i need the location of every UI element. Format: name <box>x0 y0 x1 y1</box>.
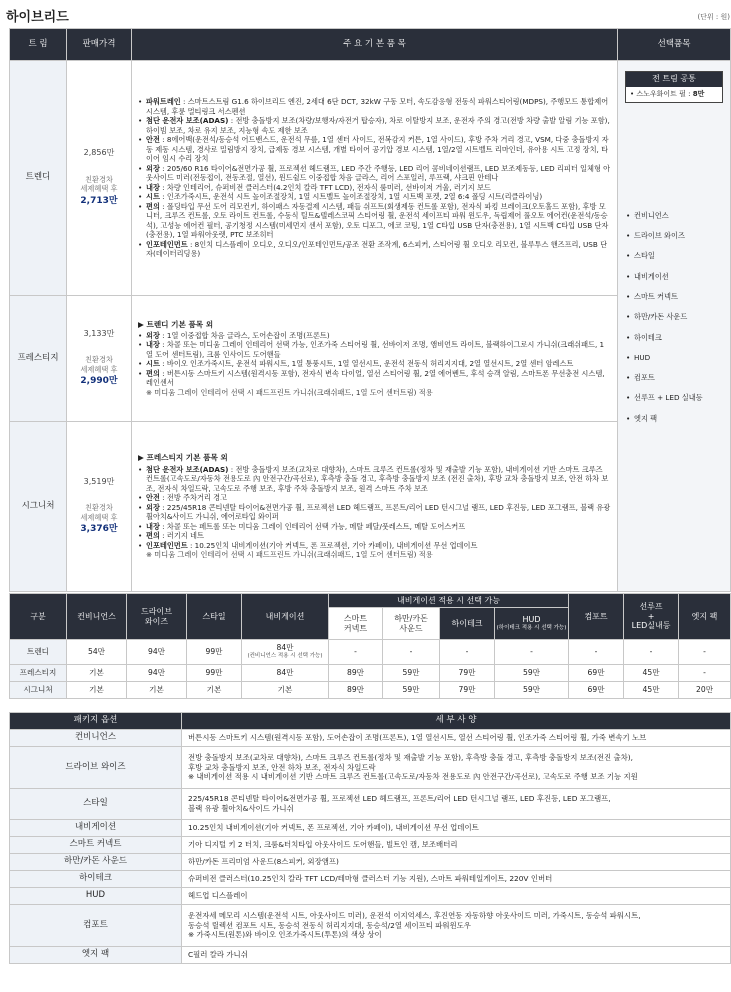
package-name: 하이테크 <box>10 871 182 888</box>
feature-item: • 인포테인먼트 : 8인치 디스플레이 오디오, 오디오/인포테인먼트/공조 전환 조작계, 6스피커, 스티어링 휠 오디오 리모컨, 블루투스 핸즈프리, USB 단자(데이터리딩용) <box>138 240 611 259</box>
package-row <box>10 854 731 871</box>
package-detail: 운전자세 메모리 시스템(운전석 시트, 아웃사이드 미러), 운전석 이지억세스, 후진연동 자동하향 아웃사이드 미러, 가죽시트, 동승석 파워시트, 동승석 릴렉션 컴포트 시트, 동승석 전동식 허리지지대, 동승석/2열 세이프티 파워윈도우 ※ 가죽시트(원톤)와 바이오 인조가죽시트(투톤)의 색상 상이 <box>182 905 731 947</box>
trim-name: 프레스티지 <box>10 296 67 422</box>
base-price: 3,133만 <box>83 328 115 338</box>
package-detail: 하만/카돈 프리미엄 사운드(8스피커, 외장앰프) <box>182 854 731 871</box>
base-price: 2,856만 <box>83 148 115 158</box>
trim-price <box>67 422 132 592</box>
feature-item: • 편의 : 버튼시동 스마트키 시스템(원격시동 포함), 전자식 변속 다이얼, 열선 스티어링 휠, 2열 에어벤트, 후석 승객 알림, 스마트폰 무선충전 시스템, 레인센서 <box>138 369 611 388</box>
package-name: HUD <box>10 888 182 905</box>
feature-item: • 내장 : 차량 인테리어, 슈퍼비전 클러스터(4.2인치 칼라 TFT LCD), 전자식 룸미러, 선바이저 거울, 러기지 보드 <box>138 183 611 193</box>
option-item: • 내비게이션 <box>626 272 730 292</box>
option-item: • 컨비니언스 <box>626 211 730 231</box>
package-detail-table <box>9 712 731 964</box>
trim-name: 트렌디 <box>10 61 67 296</box>
common-option-value: • 스노우화이트 펄 : 8만 <box>630 89 705 98</box>
row-label: 트렌디 <box>10 640 67 665</box>
price-cell: 99만 <box>187 665 242 682</box>
price-cell: 69만 <box>569 665 624 682</box>
option-item: • 스마트 커넥트 <box>626 292 730 312</box>
price-row <box>10 640 731 665</box>
price-row <box>10 682 731 699</box>
price-cell: 79만 <box>440 665 495 682</box>
feature-item: • 내장 : 차콜 또는 페트롤 또는 미디움 그레이 인테리어 선택 가능, 메탈 페달/풋레스트, 메탈 도어스커프 <box>138 522 611 532</box>
trim-name: 시그니처 <box>10 422 67 592</box>
package-detail: C필러 칼라 가니쉬 <box>182 947 731 964</box>
option-price-table <box>9 593 731 699</box>
price-cell: - <box>679 665 731 682</box>
price-cell: 89만 <box>329 665 383 682</box>
package-detail: 헤드업 디스플레이 <box>182 888 731 905</box>
feature-note: ※ 미디움 그레이 인테리어 선택 시 패드프린트 가니쉬(크래쉬패드, 1열 도어 센터트림) 적용 <box>146 550 433 559</box>
discounted-price: 3,376만 <box>80 524 118 535</box>
header-col: 내비게이션 <box>242 594 329 640</box>
package-name: 드라이브 와이즈 <box>10 747 182 789</box>
feature-item: • 안전 : 8에어백(운전석/동승석 어드밴스드, 운전석 무릎, 1열 센터 사이드, 전복감지 커튼, 1열 사이드), 후방 주차 거리 경고, VSM, 다중 충돌방지 자동 제동 시스템, 경사로 밀림방지 장치, 급제동 경보 시스템, 개별 타이어 공기압 경보 시스템, 1열/2열 시트벨트 리마인더, 유아용 시트 고정 장치, 타이어 임시 수리 장치 <box>138 135 611 164</box>
header-col: 스타일 <box>187 594 242 640</box>
discount-label: 친환경차 <box>85 174 113 184</box>
feature-item: • 시트 : 바이오 인조가죽시트, 운전석 파워시트, 1열 통풍시트, 1열 열선시트, 운전석 전동식 허리지지대, 2열 열선시트, 2열 센터 암레스트 <box>138 359 611 369</box>
discount-label: 세제혜택 후 <box>80 512 118 522</box>
package-name: 컴포트 <box>10 905 182 947</box>
base-price: 3,519만 <box>83 476 115 486</box>
header-features: 주 요 기 본 품 목 <box>132 29 618 61</box>
price-cell: 기본 <box>67 665 127 682</box>
header-detail: 세 부 사 양 <box>182 713 731 730</box>
feature-item: • 첨단 운전자 보조(ADAS) : 전방 충돌방지 보조(차량/보행자/자전거 탑승자), 차로 이탈방지 보조, 운전자 주의 경고(전방 차량 출발 알림 기능 포함), 하이빔 보조, 차로 유지 보조, 지능형 속도 제한 보조 <box>138 116 611 135</box>
package-row <box>10 947 731 964</box>
common-option-title: 전 트림 공통 <box>626 72 722 87</box>
package-name: 스마트 커넥트 <box>10 837 182 854</box>
discount-label: 친환경차 <box>85 503 113 513</box>
price-cell: 94만 <box>127 640 187 665</box>
feature-item: • 첨단 운전자 보조(ADAS) : 전방 충돌방지 보조(교차로 대향차), 스마트 크루즈 컨트롤(정차 및 재출발 기능 포함), 내비게이션 기반 스마트 크루즈 컨트롤(고속도로/자동차 전용도로 內 안전구간/곡선로), 후측방 충돌 경고, 후측방 충돌방지 보조 (전진 출차), 후방 교차 충돌방지 보조, 안전 하차 보조, 전자식 차일드락, 고속도로 주행 보조, 후방 주차 충돌방지 보조, 원격 스마트 주차 보조 <box>138 465 611 494</box>
header-col: 엣지 팩 <box>679 594 731 640</box>
price-cell: 59만 <box>383 682 440 699</box>
feature-item: • 인포테인먼트 : 10.25인치 내비게이션(기아 커넥트, 폰 프로젝션, 기아 카페이), 내비게이션 무선 업데이트 <box>138 541 611 551</box>
package-name: 컨비니언스 <box>10 730 182 747</box>
feature-item: • 외장 : 1열 이중접합 차음 글라스, 도어손잡이 조명(프론트) <box>138 331 611 341</box>
price-cell: 54만 <box>67 640 127 665</box>
header-nav-group: 내비게이션 적용 시 선택 가능 <box>329 594 569 608</box>
price-cell: 기본 <box>67 682 127 699</box>
price-cell: 기본 <box>187 682 242 699</box>
header-col: 하만/카돈 사운드 <box>383 608 440 640</box>
header-col: 컴포트 <box>569 594 624 640</box>
price-cell: - <box>569 640 624 665</box>
price-cell: - <box>624 640 679 665</box>
discount-label: 친환경차 <box>85 355 113 365</box>
price-cell: 89만 <box>329 682 383 699</box>
row-label: 프레스티지 <box>10 665 67 682</box>
row-label: 시그니처 <box>10 682 67 699</box>
package-name: 스타일 <box>10 789 182 820</box>
package-row <box>10 820 731 837</box>
price-row <box>10 665 731 682</box>
feature-list <box>132 422 618 592</box>
header-col: 컨비니언스 <box>67 594 127 640</box>
option-item: • 하만/카돈 사운드 <box>626 312 730 332</box>
trim-price <box>67 296 132 422</box>
package-detail: 기아 디지털 키 2 터치, 크룸&터치타입 아웃사이드 도어핸들, 빌트인 캠, 보조배터리 <box>182 837 731 854</box>
package-row <box>10 888 731 905</box>
feature-note: ※ 미디움 그레이 인테리어 선택 시 패드프린트 가니쉬(크래쉬패드, 1열 도어 센터트림) 적용 <box>146 387 433 397</box>
hud-note: (하이테크 적용 시 선택 가능) <box>496 625 567 631</box>
package-detail: 버튼시동 스마트키 시스템(원격시동 포함), 도어손잡이 조명(프론트), 1열 열선시트, 열선 스티어링 휠, 인조가죽 스티어링 휠, 가죽 변속기 노브 <box>182 730 731 747</box>
header-col: 드라이브 와이즈 <box>127 594 187 640</box>
price-cell: 59만 <box>495 682 569 699</box>
nav-note: (컨비니언스 적용 시 선택 가능) <box>247 653 323 660</box>
trim-row-trendy <box>10 61 731 296</box>
feature-item: • 안전 : 전방 주차거리 경고 <box>138 493 611 503</box>
header-col: 스마트 커넥트 <box>329 608 383 640</box>
price-cell: - <box>679 640 731 665</box>
feature-item: • 외장 : 225/45R18 콘티넨탈 타이어&전면가공 휠, 프로젝션 LED 헤드램프, 프론트/리어 LED 턴시그널 램프, LED 후진등, LED 포그램프, 블랙 유광 휠아치&사이드 가니쉬, 에어로타입 와이퍼 <box>138 503 611 522</box>
price-cell: 94만 <box>127 665 187 682</box>
discount-label: 세제혜택 후 <box>80 184 118 194</box>
option-item: • 컴포트 <box>626 373 730 393</box>
price-cell: 기본 <box>242 682 329 699</box>
header-price: 판매가격 <box>67 29 132 61</box>
feature-item: • 파워트레인 : 스마트스트림 G1.6 하이브리드 엔진, 2세대 6단 DCT, 32kW 구동 모터, 속도감응형 전동식 파워스티어링(MDPS), 주행모드 통합제어 시스템, 후륜 멀티링크 서스펜션 <box>138 97 611 116</box>
trim-price <box>67 61 132 296</box>
options-column <box>618 61 731 592</box>
price-cell: - <box>495 640 569 665</box>
header-col: 선루프 + LED실내등 <box>624 594 679 640</box>
package-detail: 225/45R18 콘티넨탈 타이어&전면가공 휠, 프로젝션 LED 헤드램프, 프론트/리어 LED 턴시그널 램프, LED 후진등, LED 포그램프, 블랙 유광 휠아치&사이드 가니쉬 <box>182 789 731 820</box>
package-row <box>10 789 731 820</box>
discounted-price: 2,713만 <box>80 195 118 206</box>
feature-list <box>132 296 618 422</box>
package-row <box>10 905 731 947</box>
feature-item: • 시트 : 인조가죽시트, 운전석 시트 높이조절장치, 1열 시트벨트 높이조절장치, 1열 시트백 포켓, 2열 6:4 폴딩 시트(리클라이닝) <box>138 192 611 202</box>
trim-table <box>9 28 731 592</box>
header-package: 패키지 옵션 <box>10 713 182 730</box>
feature-item: • 편의 : 러기지 네트 <box>138 531 611 541</box>
page-title: 하이브리드 <box>6 10 69 25</box>
package-name: 하만/카돈 사운드 <box>10 854 182 871</box>
price-cell: 59만 <box>383 665 440 682</box>
price-cell: - <box>440 640 495 665</box>
option-item: • HUD <box>626 353 730 373</box>
header-trim: 트 림 <box>10 29 67 61</box>
option-item: • 엣지 팩 <box>626 414 730 434</box>
price-cell: - <box>329 640 383 665</box>
package-detail: 슈퍼비전 클러스터(10.25인치 칼라 TFT LCD/테마형 클러스터 기능 지원), 스마트 파워테일게이트, 220V 인버터 <box>182 871 731 888</box>
page-header <box>6 4 730 24</box>
package-detail: 전방 충돌방지 보조(교차로 대향차), 스마트 크루즈 컨트롤(정차 및 재출발 기능 포함), 후측방 충돌 경고, 후측방 충돌방지 보조(전진 출차), 후방 교차 충돌방지 보조, 안전 하차 보조, 전자식 차일드락 ※ 내비게이션 적용 시 내비게이션 기반 스마트 크루즈 컨트롤(고속도로/자동차 전용도로 內 안전구간/곡선로), 고속도로 주행 보조 기능 지원 <box>182 747 731 789</box>
header-category: 구분 <box>10 594 67 640</box>
unit-label: (단위 : 원) <box>697 13 730 21</box>
feature-item: • 내장 : 차콜 또는 미디움 그레이 인테리어 선택 가능, 인조가죽 스티어링 휠, 선바이저 조명, 앰비언트 라이트, 블랙하이그로시 가니쉬(크래쉬패드, 1열 도어 센터트림), 크롬 인사이드 도어핸들 <box>138 340 611 359</box>
price-cell: 45만 <box>624 682 679 699</box>
package-detail: 10.25인치 내비게이션(기아 커넥트, 폰 프로젝션, 기아 카페이), 내비게이션 무선 업데이트 <box>182 820 731 837</box>
price-cell: - <box>383 640 440 665</box>
price-cell: 69만 <box>569 682 624 699</box>
price-cell: 45만 <box>624 665 679 682</box>
option-list <box>618 211 730 434</box>
package-row <box>10 747 731 789</box>
feature-item: • 편의 : 폴딩타입 무선 도어 리모컨키, 하이패스 자동결제 시스템, 패들 쉬프트(회생제동 컨트롤 포함), 전자식 파킹 브레이크(오토홀드 포함), 후방 모니터, 크루즈 컨트롤, 오토 라이트 컨트롤, 수동식 틸트&텔레스코픽 스티어링 휠, 운전석 세이프티 파워 윈도우, 독립제어 풀오토 에어컨(운전석/동승석), 고성능 에어컨 필터, 공기청정 시스템(미세먼지 센서 포함), 오토 디포그, 에코 코팅, 1열 C타입 USB 단자(충전용), 1열 시트백 C타입 USB 단자(충전용), 1열 파워아웃렛, PTC 보조히터 <box>138 202 611 240</box>
feature-header: ▶ 프레스티지 기본 품목 외 <box>138 453 228 463</box>
header-col-hud: HUD (하이테크 적용 시 선택 가능) <box>495 608 569 640</box>
price-cell: 20만 <box>679 682 731 699</box>
price-cell: 84만 (컨비니언스 적용 시 선택 가능) <box>242 640 329 665</box>
option-item: • 선루프 + LED 실내등 <box>626 393 730 413</box>
header-options: 선택품목 <box>618 29 731 61</box>
option-item: • 스타일 <box>626 251 730 271</box>
package-row <box>10 871 731 888</box>
price-cell: 59만 <box>495 665 569 682</box>
header-col: 하이테크 <box>440 608 495 640</box>
feature-item: • 외장 : 205/60 R16 타이어&전면가공 휠, 프로젝션 헤드램프, LED 주간 주행등, LED 리어 콤비네이션램프, LED 보조제동등, LED 리피터 일체형 아웃사이드 미러(전동접이, 전동조절, 열선), 윈드쉴드 이중접합 차음 글라스, 리어 스포일러, 루프랙, 샤크핀 안테나 <box>138 164 611 183</box>
price-cell: 84만 <box>242 665 329 682</box>
common-option-box <box>625 71 723 103</box>
option-item: • 드라이브 와이즈 <box>626 231 730 251</box>
package-name: 내비게이션 <box>10 820 182 837</box>
price-cell: 기본 <box>127 682 187 699</box>
package-name: 엣지 팩 <box>10 947 182 964</box>
package-row <box>10 837 731 854</box>
feature-list <box>132 61 618 296</box>
package-row <box>10 730 731 747</box>
price-cell: 99만 <box>187 640 242 665</box>
feature-header: ▶ 트렌디 기본 품목 외 <box>138 319 214 329</box>
discount-label: 세제혜택 후 <box>80 364 118 374</box>
option-item: • 하이테크 <box>626 333 730 353</box>
discounted-price: 2,990만 <box>80 376 118 387</box>
price-cell: 79만 <box>440 682 495 699</box>
